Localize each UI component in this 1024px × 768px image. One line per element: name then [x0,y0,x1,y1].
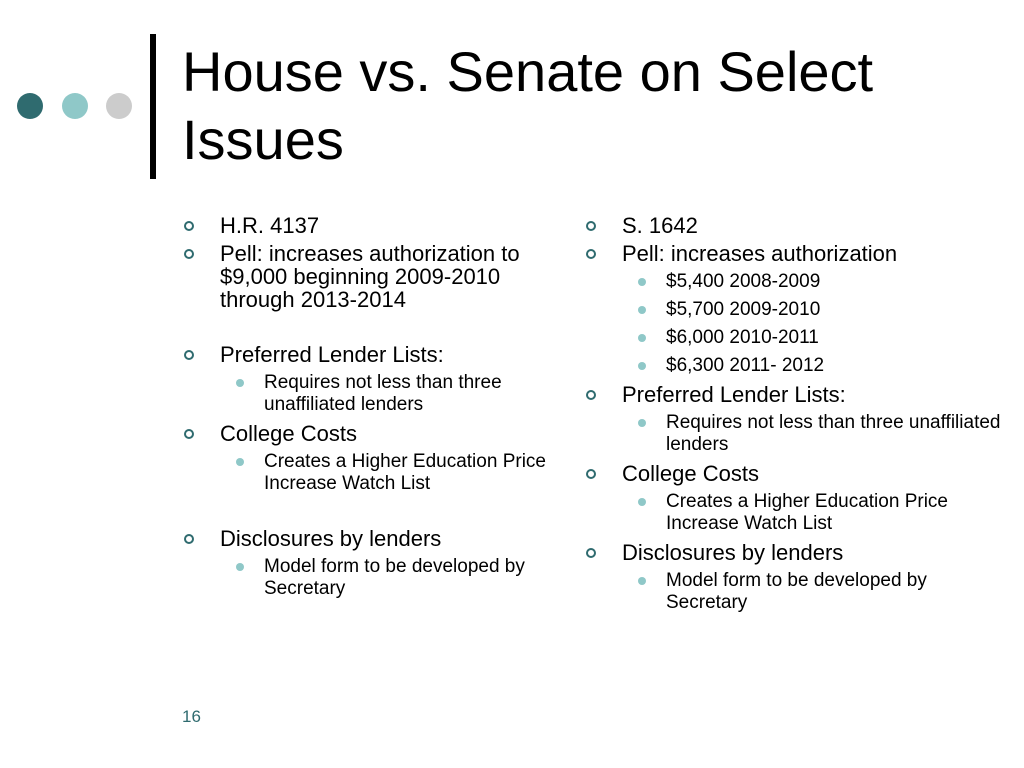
house-subitem [182,372,552,416]
dot-bullet-icon [236,458,244,466]
ring-bullet-icon [586,390,596,400]
senate-subitem [584,491,1004,535]
page-number: 16 [182,707,201,726]
house-item [182,527,552,600]
ring-bullet-icon [184,534,194,544]
senate-column [584,214,1004,620]
house-item [182,242,552,311]
house-subitem-text: Creates a Higher Education Price Increase Watch List [264,451,546,494]
dot-bullet-icon [638,498,646,506]
dot-bullet-icon [638,334,646,342]
light-dot-icon [62,93,88,119]
ring-bullet-icon [586,221,596,231]
house-item-text: College Costs [220,421,357,446]
senate-subitem-text: Model form to be developed by Secretary [666,570,927,613]
house-item-text: Preferred Lender Lists: [220,342,444,367]
ring-bullet-icon [184,429,194,439]
senate-item [584,541,1004,614]
senate-subitem [584,271,1004,293]
senate-subitem-text: $6,000 2010-2011 [666,327,819,348]
title-divider [150,34,156,179]
house-subitem [182,451,552,495]
house-item-text: Pell: increases authorization to $9,000 beginning 2009-2010 through 2013-2014 [220,241,520,312]
senate-item-text: Disclosures by lenders [622,540,844,565]
senate-subitem-text: Creates a Higher Education Price Increase Watch List [666,491,948,534]
dot-bullet-icon [236,563,244,571]
senate-item-text: College Costs [622,461,759,486]
senate-item [584,383,1004,456]
ring-bullet-icon [184,249,194,259]
ring-bullet-icon [586,249,596,259]
senate-item-text: S. 1642 [622,213,698,238]
decorative-dots [17,93,133,121]
house-item-text: H.R. 4137 [220,213,320,238]
senate-subitem [584,327,1004,349]
house-column [182,214,552,606]
senate-item [584,462,1004,535]
dot-bullet-icon [638,278,646,286]
dot-bullet-icon [638,577,646,585]
dot-bullet-icon [236,379,244,387]
senate-subitem-text: $5,400 2008-2009 [666,271,821,292]
dot-bullet-icon [638,362,646,370]
ring-bullet-icon [586,469,596,479]
ring-bullet-icon [184,350,194,360]
dark-dot-icon [17,93,43,119]
house-item [182,214,552,237]
dot-bullet-icon [638,419,646,427]
senate-subitem [584,570,1004,614]
gray-dot-icon [106,93,132,119]
senate-item [584,214,1004,237]
house-subitem-text: Model form to be developed by Secretary [264,556,525,599]
senate-subitem [584,412,1004,456]
dot-bullet-icon [638,306,646,314]
senate-subitem-text: $5,700 2009-2010 [666,299,821,320]
senate-subitem-text: $6,300 2011- 2012 [666,355,825,376]
senate-item-text: Preferred Lender Lists: [622,382,846,407]
slide-title: House vs. Senate on Select Issues [182,40,874,171]
house-subitem [182,556,552,600]
senate-subitem-text: Requires not less than three unaffiliated lenders [666,412,1001,455]
senate-item-text: Pell: increases authorization [622,241,898,266]
senate-item [584,242,1004,377]
senate-subitem [584,355,1004,377]
house-subitem-text: Requires not less than three unaffiliated lenders [264,372,502,415]
ring-bullet-icon [184,221,194,231]
house-item [182,422,552,495]
ring-bullet-icon [586,548,596,558]
house-item [182,343,552,416]
house-item-text: Disclosures by lenders [220,526,442,551]
senate-subitem [584,299,1004,321]
